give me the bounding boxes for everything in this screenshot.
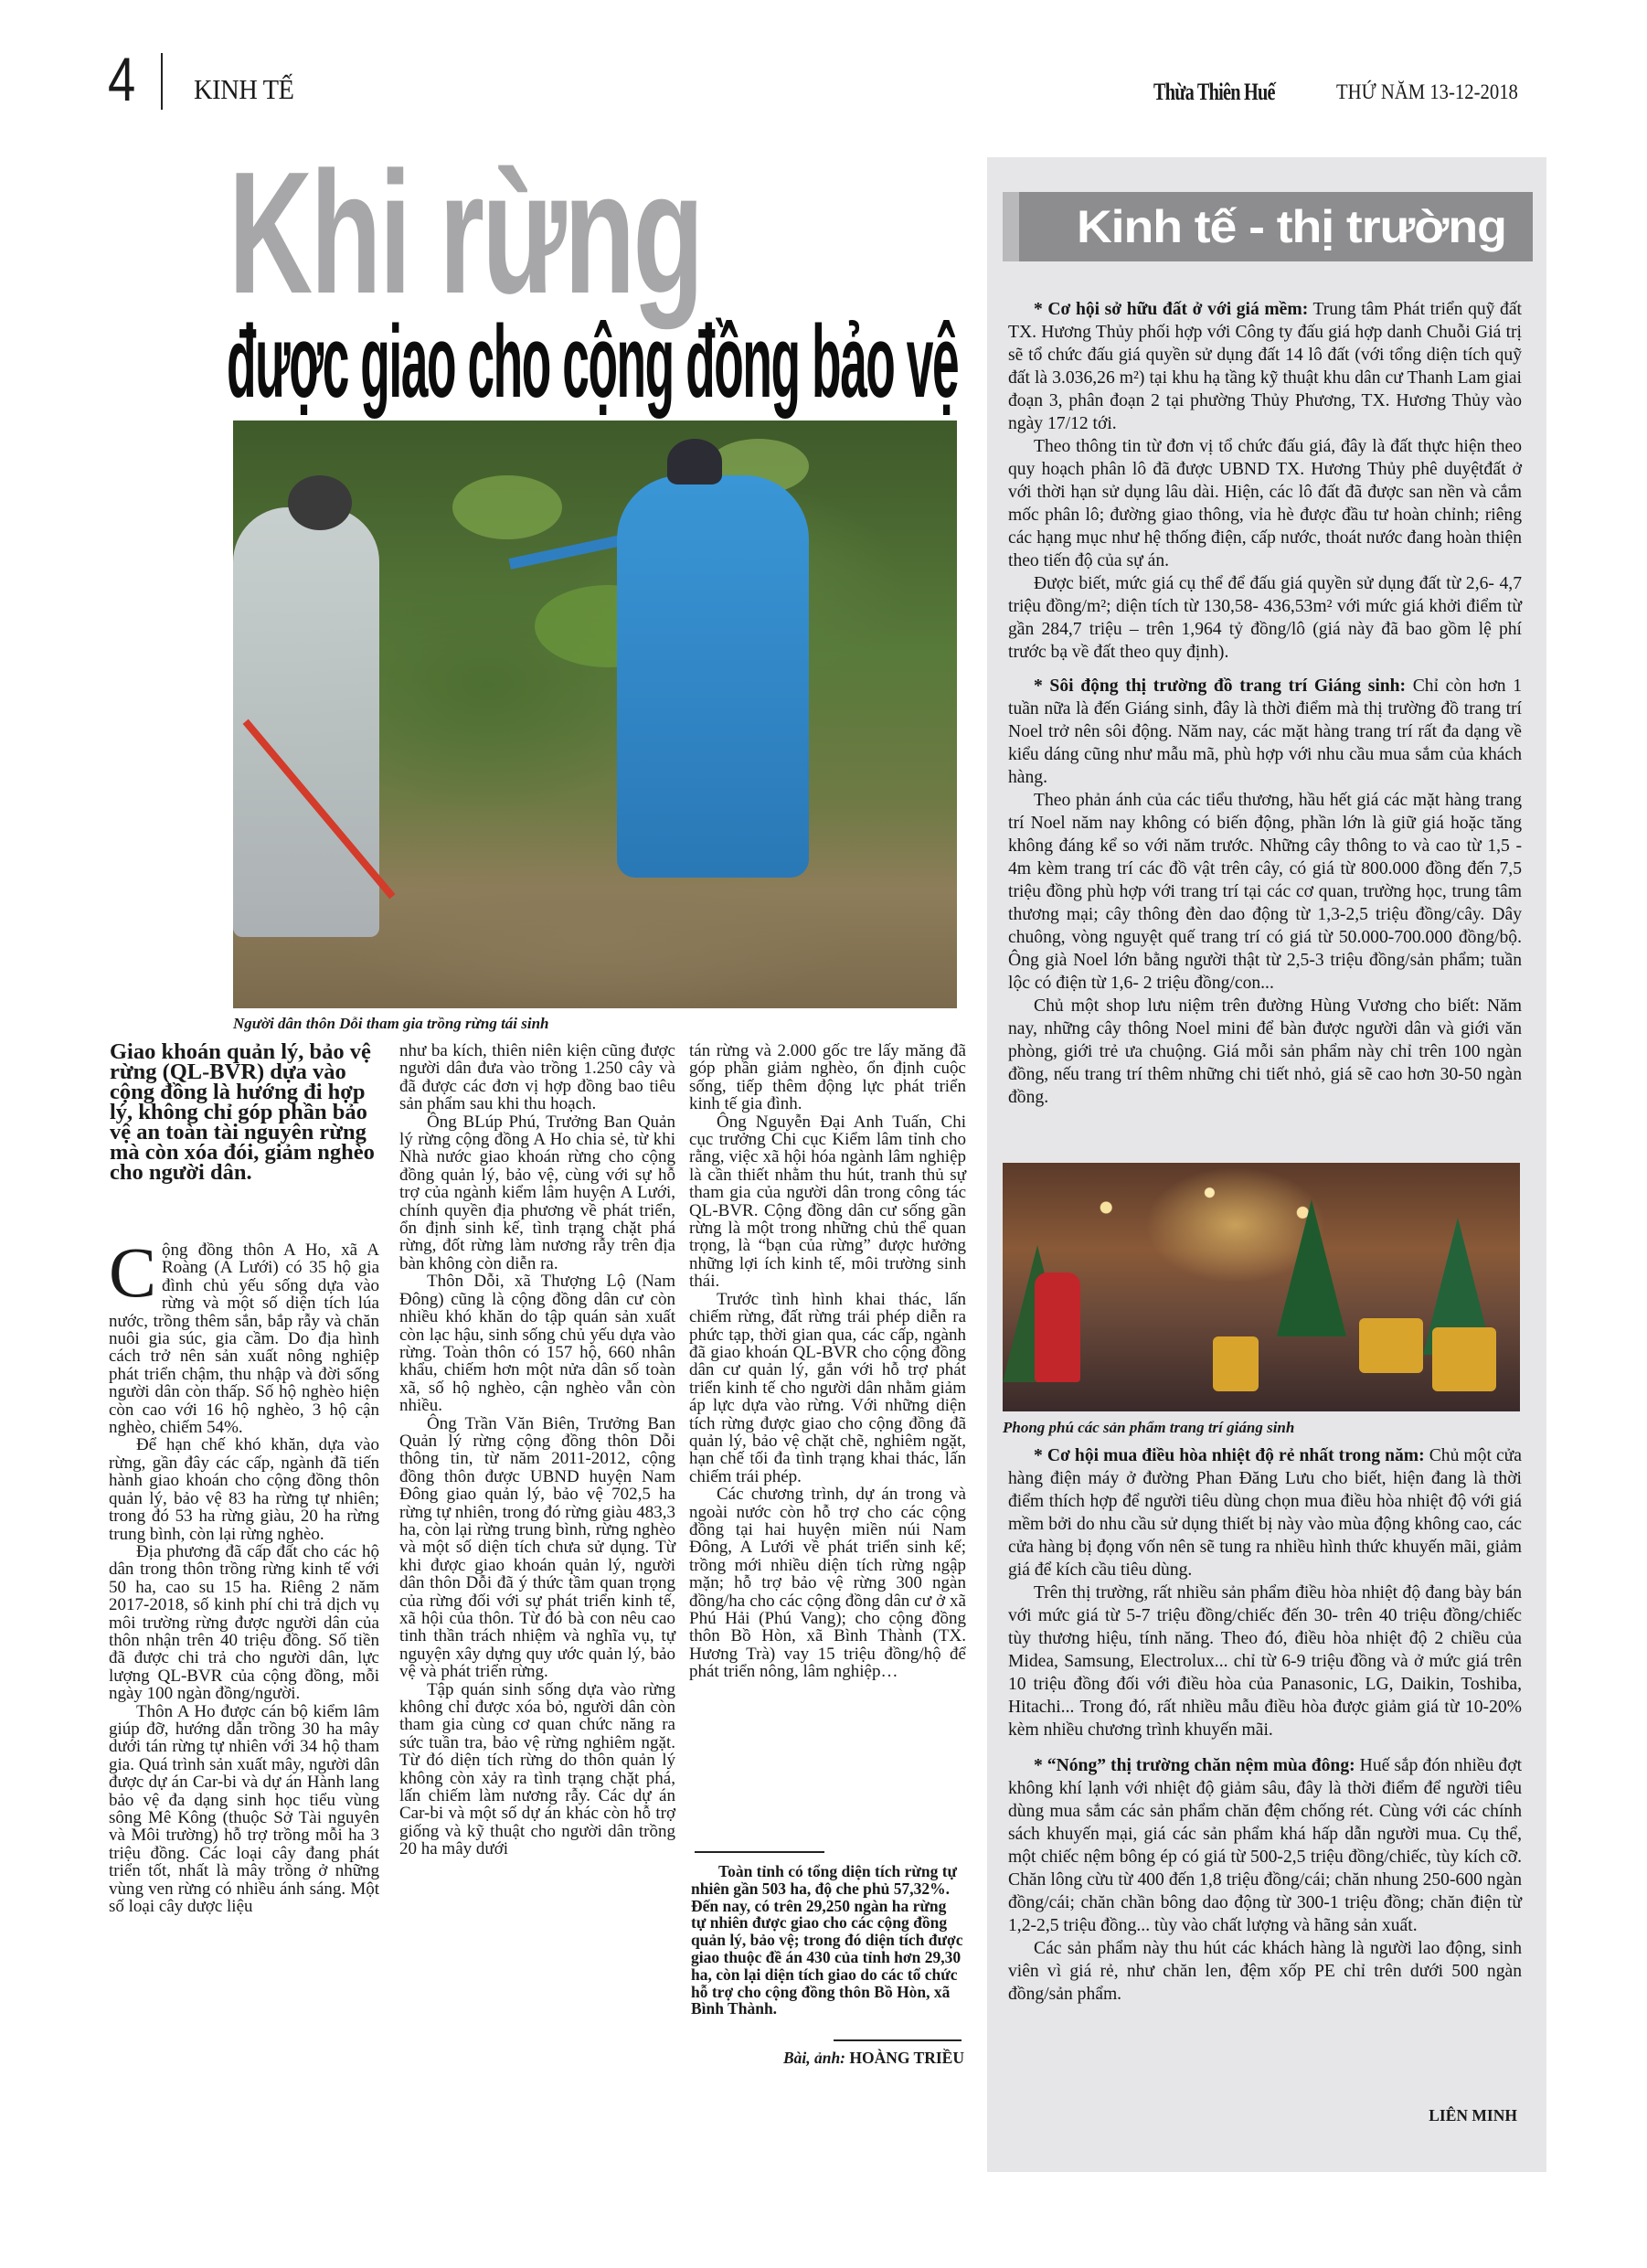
fact-box-text: Toàn tỉnh có tổng diện tích rừng tự nhiên gần 503 ha, độ che phủ 57,32%. Đến nay, có trên 29,250 ngàn ha rừng tự nhiên được giao cho các cộng đồng quản lý, bảo vệ; trong đó diện tích được giao thuộc đề án 430 của tỉnh hơn 29,30 ha, còn lại diện tích giao do các tổ chức hỗ trợ cho cộng đồng thôn Bồ Hòn, xã Bình Thành.: [691, 1862, 963, 2018]
headline-line-1: Khi rừng: [228, 136, 702, 330]
paragraph: Được biết, mức giá cụ thể để đấu giá quyền sử dụng đất từ 2,6- 4,7 triệu đồng/m²; diện tích từ 130,58- 436,53m² với mức giá khởi điểm từ gần 284,7 triệu – trên 1,964 tỷ đồng/lô (giá này đã bao gồm lệ phí trước bạ về đất theo quy định).: [1008, 574, 1522, 662]
paragraph: Ông Nguyễn Đại Anh Tuấn, Chi cục trưởng Chi cục Kiểm lâm tỉnh cho rằng, việc xã hội hóa ngành lâm nghiệp là cần thiết nhằm thu hút, tranh thủ sự tham gia của người dân trong công tác QL-BVR. Cộng đồng dân cư sống gần rừng là một trong những chủ thể quan trọng, là “bạn của rừng” được hưởng những lợi ích kinh tế, môi trường sinh thái.: [689, 1112, 966, 1292]
christmas-shop-photo: [1003, 1163, 1520, 1411]
news-item-lead: * “Nóng” thị trường chăn nệm mùa đông:: [1034, 1756, 1355, 1775]
paragraph: Trên thị trường, rất nhiều sản phẩm điều hòa nhiệt độ đang bày bán với mức giá từ 5-7 triệu đồng/chiếc đến 30- trên 40 triệu đồng/chiếc tùy thương hiệu, tính năng. Theo đó, điều hòa nhiệt độ 2 chiều của Midea, Samsung, Electrolux... chỉ từ 6-9 triệu đồng và ở mức giá trên 10 triệu đồng đối với điều hòa của Panasonic, LG, Daikin, Toshiba, Hitachi... Trong đó, rất nhiều mẫu điều hòa được giảm giá từ 10-20% kèm nhiều chương trình khuyến mãi.: [1008, 1583, 1522, 1740]
header-divider: [161, 53, 163, 110]
drop-cap: C: [109, 1232, 157, 1312]
sidebar-heading: Kinh tế - thị trường: [1077, 201, 1506, 252]
news-item: * Cơ hội mua điều hòa nhiệt độ rẻ nhất trong năm: Chủ một cửa hàng điện máy ở đường Phan Đăng Lưu cho biết, hiện đang là thời điểm thích hợp để người tiêu dùng chọn mua điều hòa nhiệt độ với giá mềm bởi do nhu cầu sử dụng thiết bị này vào mùa động không cao, các cửa hàng bị đọng vốn nên sẽ tung ra nhiều hình thức khuyến mãi, giảm giá để kích cầu tiêu dùng.: [1008, 1446, 1522, 1580]
article-column-3: [689, 1042, 966, 1681]
news-item-lead: * Cơ hội sở hữu đất ở với giá mềm:: [1034, 300, 1309, 319]
box-top-rule: [695, 1851, 824, 1853]
fact-box: [691, 1863, 965, 2018]
christmas-photo-caption: Phong phú các sản phẩm trang trí giáng sinh: [1003, 1419, 1295, 1436]
paragraph: tán rừng và 2.000 gốc tre lấy măng đã góp phần giảm nghèo, ổn định cuộc sống, tiếp thêm động lực phát triển kinh tế gia đình.: [689, 1041, 966, 1114]
article-photo: [233, 421, 957, 1008]
paragraph: Cộng đồng thôn A Ho, xã A Roàng (A Lưới) có 35 hộ gia đình chủ yếu sống dựa vào rừng và một số diện tích lúa nước, trồng thêm sắn, bắp rẫy và chăn nuôi gia súc, gia cầm. Do địa hình cách trở nên sản xuất nông nghiệp phát triển chậm, thu nhập và đời sống người dân còn thấp. Số hộ nghèo hiện còn cao với 16 hộ nghèo, 3 hộ cận nghèo, chiếm 54%.: [109, 1232, 379, 1438]
section-name: KINH TẾ: [194, 73, 294, 105]
sidebar-text-lower: [1008, 1444, 1522, 2006]
sidebar-author: LIÊN MINH: [1429, 2106, 1517, 2124]
paragraph: Các sản phẩm này thu hút các khách hàng là người lao động, sinh viên vì giá rẻ, như chăn len, đệm xốp PE chỉ trên dưới 500 ngàn đồng/sản phẩm.: [1008, 1939, 1522, 2004]
paragraph: như ba kích, thiên niên kiện cũng được người dân đưa vào trồng 1.250 cây và đã được các đơn vị hợp đồng bao tiêu sản phẩm sau khi thu hoạch.: [399, 1041, 675, 1114]
paragraph: Theo phản ánh của các tiểu thương, hầu hết giá các mặt hàng trang trí Noel năm nay không có biến động, phần lớn là giữ giá hoặc tăng không đáng kể so với năm trước. Những cây thông to và cao từ 1,5 - 4m kèm trang trí các đồ vật trên cây, có giá từ 800.000 đồng đến 7,5 triệu đồng phù hợp với trang trí tại các cơ quan, trường học, trung tâm thương mại; cây thông đèn dao động từ 1,3-2,5 triệu đồng/cây. Dây chuông, vòng nguyệt quế trang trí có giá từ 50.000-700.000 đồng/bộ. Ông già Noel lớn bằng người thật từ 2,5-3 triệu đồng/sản phẩm; tuần lộc có điện từ 1,6- 2 triệu đồng/con...: [1008, 791, 1522, 993]
paragraph: Ông Trần Văn Biên, Trưởng Ban Quản lý rừng cộng đồng thôn Dỗi thông tin, từ năm 2011-2012, cộng đồng thôn được UBND huyện Nam Đông giao quản lý, bảo vệ 702,5 ha rừng tự nhiên, trong đó rừng giàu 483,3 ha, còn lại rừng trung bình, rừng nghèo và một số diện tích chưa sử dụng. Từ khi được giao khoán quản lý, người dân thôn Dỗi đã ý thức tầm quan trọng của rừng đối với sự phát triển kinh tế, xã hội của thôn. Từ đó bà con nêu cao tinh thần trách nhiệm và nghĩa vụ, tự nguyện xây dựng quy ước quản lý, bảo vệ và phát triển rừng.: [399, 1413, 675, 1682]
photo-caption: Người dân thôn Dỗi tham gia trồng rừng tái sinh: [233, 1015, 549, 1032]
news-item-lead: * Sôi động thị trường đồ trang trí Giáng sinh:: [1034, 676, 1407, 696]
paragraph: Thôn A Ho được cán bộ kiểm lâm giúp đỡ, hướng dẫn trồng 30 ha mây dưới tán rừng tự nhiên với 34 hộ tham gia. Quá trình sản xuất mây, người dân được dự án Car-bi và dự án Hành lang bảo vệ đa dạng sinh học tiểu vùng sông Mê Kông (thuộc Sở Tài nguyên và Môi trường) hỗ trợ trồng mỗi ha 3 triệu đồng. Các loại cây đang phát triển tốt, nhất là mây trồng ở những vùng ven rừng có nhiều ánh sáng. Một số loại cây dược liệu: [109, 1701, 379, 1917]
box-bottom-rule: [834, 2039, 962, 2041]
issue-date: THỨ NĂM 13-12-2018: [1336, 80, 1518, 103]
news-item: * Sôi động thị trường đồ trang trí Giáng sinh: Chỉ còn hơn 1 tuần nữa là đến Giáng sinh, đây là thời điểm mà thị trường đồ trang trí Noel trở nên sôi động. Năm nay, các mặt hàng trang trí rất đa dạng về kiểu dáng cũng như mẫu mã, phù hợp với nhu cầu mua sắm của khách hàng.: [1008, 676, 1522, 787]
paragraph: Chủ một shop lưu niệm trên đường Hùng Vương cho biết: Năm nay, những cây thông Noel mini để bàn được người dân và giới văn phòng, giới trẻ ưa chuộng. Giá mỗi sản phẩm này chỉ trên 100 ngàn đồng, nếu trang trí thêm những chi tiết nhỏ, giá sẽ cao hơn 30-50 ngàn đồng.: [1008, 996, 1522, 1107]
news-item: * Cơ hội sở hữu đất ở với giá mềm: Trung tâm Phát triển quỹ đất TX. Hương Thủy phối hợp với Công ty đấu giá hợp danh Chuỗi Giá trị sẽ tổ chức đấu giá quyền sử dụng đất 14 lô đất (với tổng diện tích quỹ đất là 3.036,26 m²) tại khu hạ tầng kỹ thuật khu dân cư Thanh Lam giai đoạn 3, phân đoạn 2 tại phường Thủy Phương, TX. Hương Thủy vào ngày 17/12 tới.: [1008, 300, 1522, 433]
paragraph: Trước tình hình khai thác, lấn chiếm rừng, đất rừng trái phép diễn ra phức tạp, thời gian qua, các cấp, ngành đã giao khoán QL-BVR cho cộng đồng dân cư quản lý, gắn với hỗ trợ phát triển kinh tế cho người dân nhằm giảm áp lực dựa vào rừng. Với những diện tích rừng được giao cho cộng đồng đã quản lý, bảo vệ chặt chẽ, nghiêm ngặt, hạn chế tối đa tình trạng khai thác, lấn chiếm trái phép.: [689, 1289, 966, 1486]
news-item-lead: * Cơ hội mua điều hòa nhiệt độ rẻ nhất trong năm:: [1034, 1446, 1425, 1465]
article-lead: Giao khoán quản lý, bảo vệ rừng (QL-BVR) dựa vào cộng đồng là hướng đi hợp lý, không chỉ góp phần bảo vệ an toàn tài nguyên rừng mà còn xóa đói, giảm nghèo cho người dân.: [110, 1039, 375, 1185]
paragraph: Thôn Dỗi, xã Thượng Lộ (Nam Đông) cũng là cộng đồng dân cư còn nhiều khó khăn do tập quán sản xuất còn lạc hậu, sinh sống chủ yếu dựa vào rừng. Toàn thôn có 157 hộ, 660 nhân khẩu, chiếm hơn một nửa dân số toàn xã, số hộ nghèo, cận nghèo vẫn còn nhiều.: [399, 1272, 675, 1416]
headline-line-2: được giao cho cộng đồng bảo vệ: [227, 304, 959, 419]
paragraph: Tập quán sinh sống dựa vào rừng không chỉ được xóa bỏ, người dân còn tham gia cùng cơ quan chức năng ra sức tuần tra, bảo vệ rừng nghiêm ngặt. Từ đó diện tích rừng do thôn quản lý không còn xảy ra tình trạng chặt phá, lấn chiếm làm nương rẫy. Các dự án Car-bi và một số dự án khác còn hỗ trợ giống và kỹ thuật cho người dân trồng 20 ha mây dưới: [399, 1679, 675, 1859]
newspaper-name: Thừa Thiên Huế: [1153, 79, 1275, 105]
article-column-1: [109, 1232, 379, 1917]
paragraph: Các chương trình, dự án trong và ngoài nước còn hỗ trợ cho các cộng đồng tại hai huyện miền núi Nam Đông, A Lưới về phát triển sinh kế; trồng mới nhiều diện tích rừng ngập mặn; hỗ trợ bảo vệ rừng 300 ngàn đồng/ha cho các cộng đồng dân cư ở xã Phú Hải (Phú Vang); cho cộng đồng thôn Bồ Hòn, xã Bình Thành (TX. Hương Trà) vay 15 triệu đồng/hộ để phát triển nông, lâm nghiệp…: [689, 1485, 966, 1682]
byline-author: HOÀNG TRIỀU: [849, 2049, 964, 2067]
sidebar-text-upper: [1008, 298, 1522, 1109]
paragraph: Ông BLúp Phú, Trưởng Ban Quản lý rừng cộng đồng A Ho chia sẻ, từ khi Nhà nước giao khoán rừng cho cộng đồng quản lý, bảo vệ, cùng với sự hỗ trợ của ngành kiểm lâm huyện A Lưới, chính quyền địa phương về phát triển, ổn định sinh kế, tình trạng chặt phá rừng, đốt rừng làm nương rẫy trên địa bàn không còn diễn ra.: [399, 1112, 675, 1273]
paragraph: Địa phương đã cấp đất cho các hộ dân trong thôn trồng rừng kinh tế với 50 ha, cao su 15 ha. Riêng 2 năm 2017-2018, số kinh phí chi trả dịch vụ môi trường rừng được người dân của thôn nhận trên 40 triệu đồng. Số tiền đã được chi trả cho người dân, lực lượng QL-BVR của cộng đồng, mỗi ngày 100 ngàn đồng/người.: [109, 1541, 379, 1704]
sidebar-heading-accent: [1003, 192, 1019, 261]
article-column-2: [399, 1042, 675, 1858]
news-item: * “Nóng” thị trường chăn nệm mùa đông: Huế sắp đón nhiều đợt không khí lạnh với nhiệt độ giảm sâu, đây là thời điểm để người tiêu dùng mua sắm các sản phẩm chăn đệm chống rét. Cùng với các chính sách khuyến mại, giá các sản phẩm khá hấp dẫn người mua. Cụ thể, một chiếc nệm bông ép có giá từ 500-2,5 triệu đồng/chiếc, tùy kích cỡ. Chăn lông cừu từ 400 đến 1,8 triệu đồng/cái; chăn nhung 250-600 ngàn đồng/cái; chăn chần bông dao động từ 300-1 triệu đồng; chăn điện từ 1,2-2,5 triệu đồng... tùy vào chất lượng và hãng sản xuất.: [1008, 1756, 1523, 1935]
paragraph: Để hạn chế khó khăn, dựa vào rừng, gần đây các cấp, ngành đã tiến hành giao khoán cho cộng đồng thôn quản lý, bảo vệ 83 ha rừng tự nhiên; trong đó 53 ha rừng giàu, 20 ha rừng trung bình, còn lại rừng nghèo.: [109, 1435, 379, 1544]
byline-label: Bài, ảnh:: [782, 2049, 846, 2067]
byline: [768, 2049, 964, 2068]
paragraph: Theo thông tin từ đơn vị tổ chức đấu giá, đây là đất thực hiện theo quy hoạch phân lô đã được UBND TX. Hương Thủy phê duyệtđất ở với thời hạn sử dụng lâu dài. Hiện, các lô đất đã được san nền và cắm mốc phân lô; đường giao thông, vỉa hè được đầu tư hoàn chỉnh; riêng các hạng mục như hệ thống điện, cấp nước, thoát nước đang hoàn thiện theo tiến độ của sự án.: [1008, 437, 1522, 570]
page-number: 4: [108, 45, 136, 114]
